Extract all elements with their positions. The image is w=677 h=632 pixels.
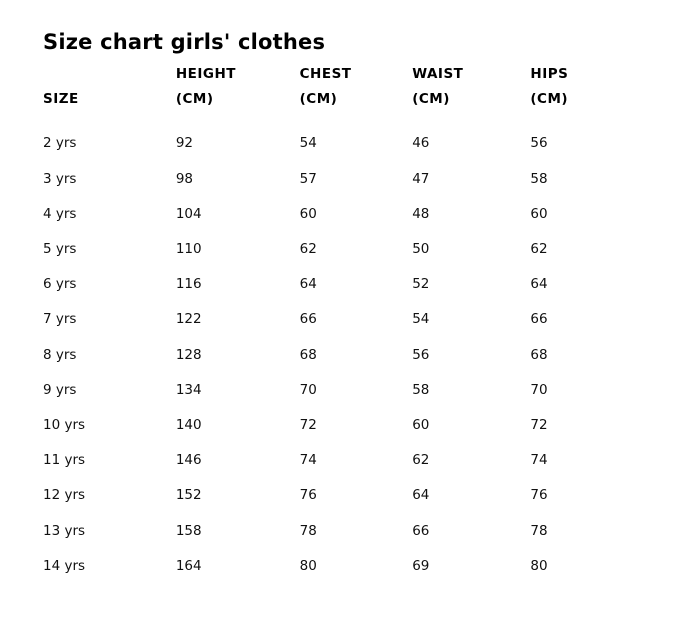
cell-hips: 76: [530, 487, 548, 504]
table-row: [43, 337, 643, 372]
column-header-height-unit: (CM): [175, 90, 214, 107]
cell-hips: 64: [530, 276, 548, 293]
cell-height: 128: [175, 346, 202, 363]
column-header-waist-label: WAIST: [412, 66, 464, 82]
cell-chest: 72: [299, 416, 317, 433]
table-header: [43, 62, 643, 126]
column-header-waist: [412, 62, 530, 126]
cell-size: 7 yrs: [43, 311, 77, 328]
table-row: [43, 372, 643, 407]
table-row: [43, 267, 643, 302]
cell-height: 116: [175, 276, 202, 293]
table-row: [43, 513, 643, 548]
table-row: [43, 407, 643, 442]
cell-size: 14 yrs: [43, 557, 86, 574]
cell-chest: 60: [299, 205, 317, 222]
cell-chest: 80: [299, 557, 317, 574]
cell-waist: 66: [412, 522, 430, 539]
cell-waist: 54: [412, 311, 430, 328]
column-header-height-label: HEIGHT: [175, 66, 236, 82]
cell-waist: 50: [412, 241, 430, 257]
column-header-hips: [530, 62, 643, 126]
table-row: [43, 443, 643, 478]
column-header-height: [176, 62, 300, 126]
cell-hips: 74: [530, 452, 548, 469]
cell-size: 8 yrs: [43, 346, 77, 363]
cell-chest: 78: [299, 522, 317, 539]
cell-chest: 76: [299, 487, 317, 504]
column-header-waist-unit: (CM): [412, 90, 450, 107]
cell-size: 5 yrs: [43, 241, 77, 257]
column-header-hips-label: HIPS: [530, 66, 569, 82]
table-row: [43, 478, 643, 513]
cell-height: 122: [175, 311, 202, 328]
page-title: Size chart girls' clothes: [43, 30, 326, 55]
cell-waist: 58: [412, 381, 430, 398]
cell-chest: 54: [299, 135, 317, 152]
column-header-chest-unit: (CM): [299, 90, 338, 107]
cell-waist: 52: [412, 276, 430, 293]
table-header-row: [43, 62, 643, 126]
column-header-size: [43, 62, 176, 126]
cell-size: 2 yrs: [43, 135, 77, 152]
table-row: [43, 196, 643, 231]
table-body: [43, 126, 643, 583]
table-row: [43, 126, 643, 161]
cell-height: 92: [175, 135, 194, 152]
cell-hips: 68: [530, 346, 548, 363]
cell-waist: 64: [412, 487, 430, 504]
cell-chest: 62: [299, 241, 317, 257]
cell-hips: 72: [530, 416, 548, 433]
cell-size: 11 yrs: [43, 452, 86, 469]
cell-height: 140: [175, 416, 202, 433]
cell-hips: 56: [530, 135, 548, 152]
cell-size: 9 yrs: [43, 381, 77, 398]
cell-hips: 60: [530, 205, 548, 222]
cell-chest: 64: [299, 276, 317, 293]
cell-height: 152: [175, 487, 202, 504]
cell-waist: 62: [412, 452, 430, 469]
cell-hips: 58: [530, 170, 548, 187]
cell-height: 158: [175, 522, 202, 539]
cell-hips: 70: [530, 381, 548, 398]
cell-size: 12 yrs: [43, 487, 86, 504]
column-header-chest: [300, 62, 413, 126]
cell-hips: 66: [530, 311, 548, 328]
table-row: [43, 232, 643, 267]
cell-size: 3 yrs: [43, 170, 77, 187]
cell-size: 4 yrs: [43, 205, 77, 222]
cell-height: 110: [175, 241, 202, 257]
cell-size: 6 yrs: [43, 276, 77, 293]
table-row: [43, 161, 643, 196]
table-row: [43, 302, 643, 337]
cell-size: 13 yrs: [43, 522, 86, 539]
cell-waist: 60: [412, 416, 430, 433]
column-header-chest-label: CHEST: [299, 66, 352, 82]
cell-height: 164: [175, 557, 202, 574]
cell-height: 146: [175, 452, 202, 469]
size-chart-table: [43, 62, 643, 583]
cell-size: 10 yrs: [43, 416, 86, 433]
cell-hips: 80: [530, 557, 548, 574]
cell-hips: 62: [530, 241, 548, 257]
cell-hips: 78: [530, 522, 548, 539]
cell-waist: 48: [412, 205, 430, 222]
cell-chest: 57: [299, 170, 317, 187]
cell-chest: 74: [299, 452, 317, 469]
cell-chest: 70: [299, 381, 317, 398]
cell-height: 98: [175, 170, 194, 187]
cell-waist: 69: [412, 557, 430, 574]
column-header-size-label: SIZE: [43, 90, 79, 107]
table-row: [43, 548, 643, 583]
column-header-hips-unit: (CM): [530, 90, 569, 107]
cell-waist: 46: [412, 135, 430, 152]
cell-chest: 66: [299, 311, 317, 328]
cell-height: 134: [175, 381, 202, 398]
cell-chest: 68: [299, 346, 317, 363]
cell-waist: 47: [412, 170, 430, 187]
cell-waist: 56: [412, 346, 430, 363]
cell-height: 104: [175, 205, 202, 222]
